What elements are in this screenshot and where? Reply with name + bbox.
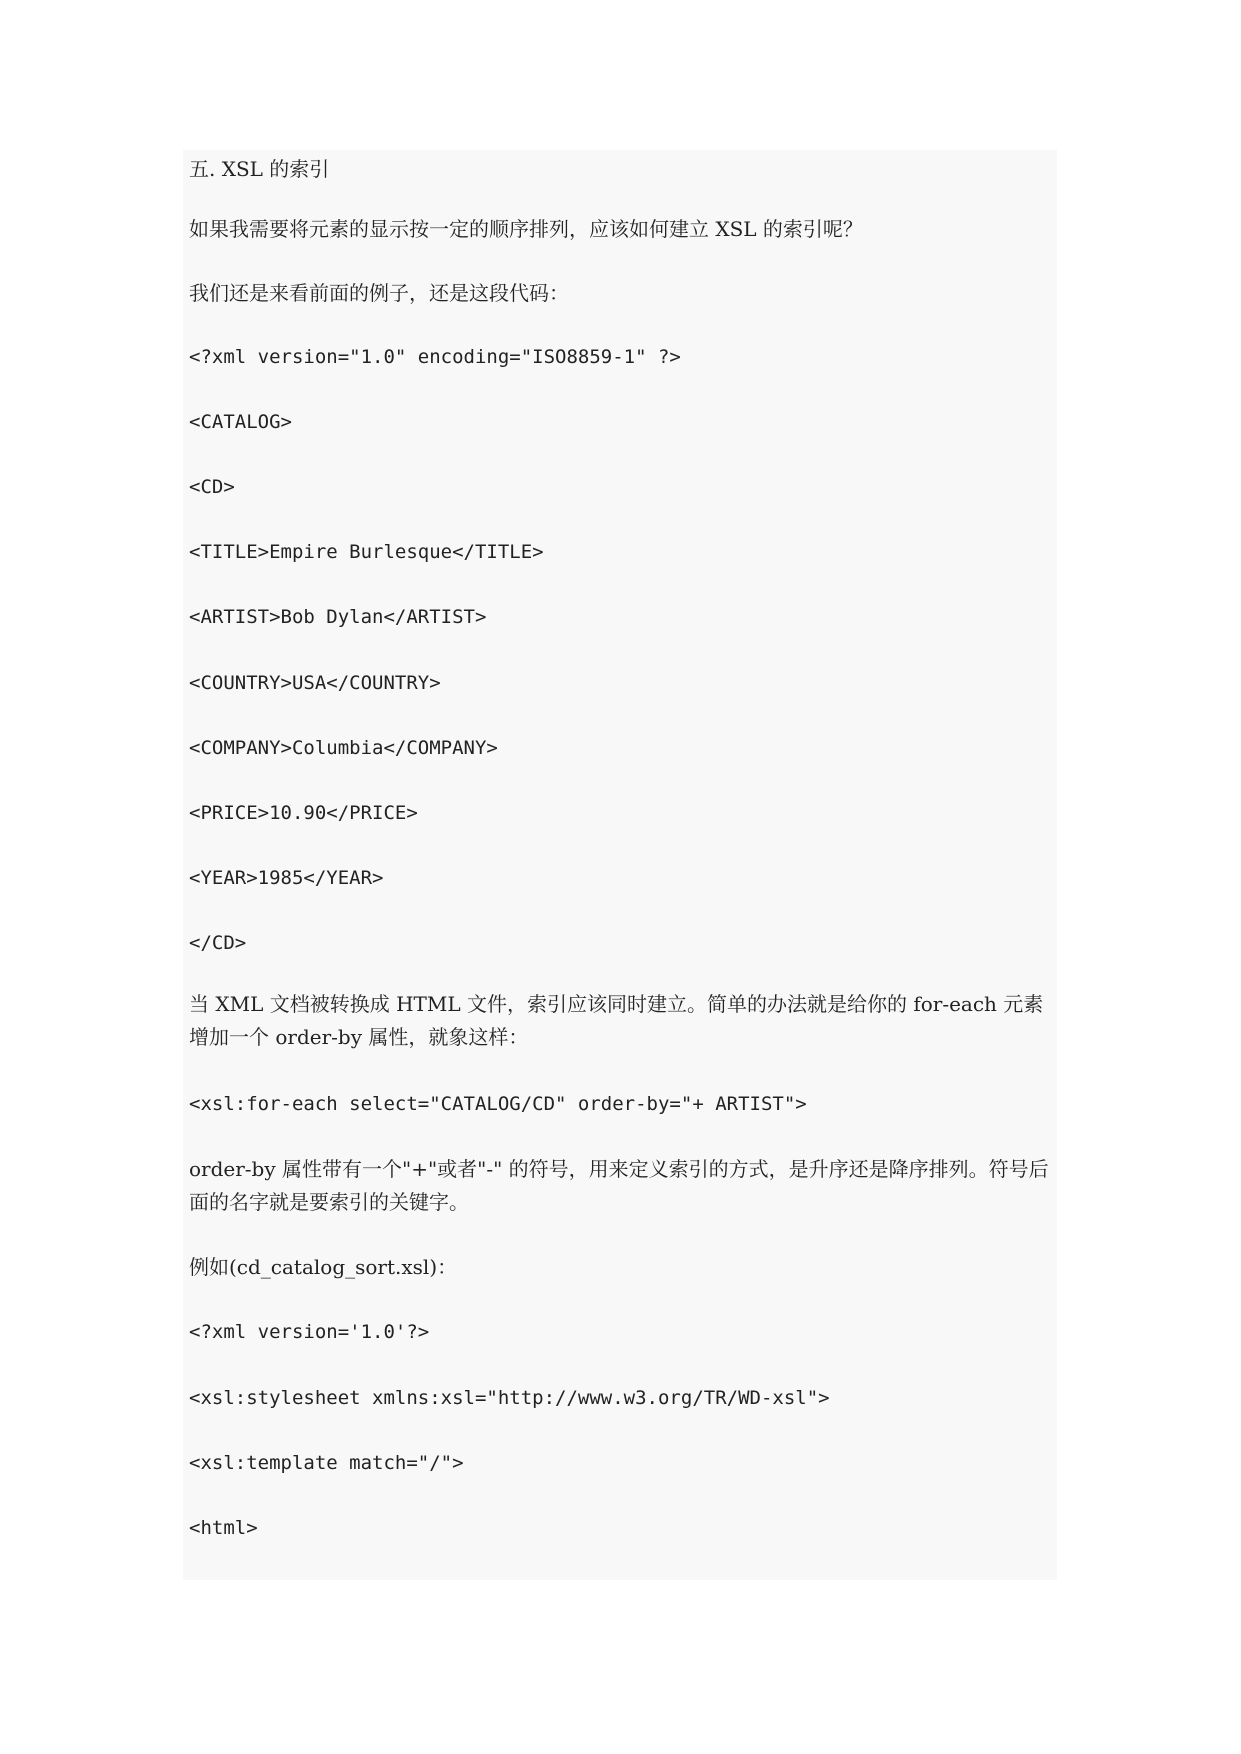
example-label: 例如(cd_catalog_sort.xsl)：	[189, 1255, 458, 1279]
xml-line: <?xml version="1.0" encoding="ISO8859-1" ?>	[189, 346, 681, 368]
xml-line: <ARTIST>Bob Dylan</ARTIST>	[189, 606, 487, 628]
intro-paragraph: 如果我需要将元素的显示按一定的顺序排列，应该如何建立 XSL 的索引呢？	[189, 217, 863, 241]
xml-line: <CATALOG>	[189, 411, 292, 433]
xml-line: <COUNTRY>USA</COUNTRY>	[189, 672, 441, 694]
xsl-line: <?xml version='1.0'?>	[189, 1321, 430, 1343]
xsl-line: <html>	[189, 1517, 258, 1539]
explanation-paragraph: 当 XML 文档被转换成 HTML 文件，索引应该同时建立。简单的办法就是给你的 for-each 元素增加一个 order-by 属性，就象这样：	[189, 992, 1044, 1049]
xml-line: <YEAR>1985</YEAR>	[189, 867, 384, 889]
xml-line: <TITLE>Empire Burlesque</TITLE>	[189, 541, 544, 563]
xml-line: <CD>	[189, 476, 235, 498]
section-heading: 五. XSL 的索引	[189, 157, 330, 181]
xsl-line: <xsl:template match="/">	[189, 1452, 464, 1474]
intro-paragraph-2: 我们还是来看前面的例子，还是这段代码：	[189, 281, 569, 305]
xsl-line: <xsl:stylesheet xmlns:xsl="http://www.w3.org/TR/WD-xsl">	[189, 1387, 830, 1409]
order-by-explanation: order-by 属性带有一个"+"或者"-" 的符号，用来定义索引的方式，是升序还是降序排列。符号后面的名字就是要索引的关键字。	[189, 1157, 1049, 1214]
xml-line: <PRICE>10.90</PRICE>	[189, 802, 418, 824]
for-each-code-line: <xsl:for-each select="CATALOG/CD" order-by="+ ARTIST">	[189, 1093, 807, 1115]
xml-line: <COMPANY>Columbia</COMPANY>	[189, 737, 498, 759]
xml-line: </CD>	[189, 932, 247, 954]
